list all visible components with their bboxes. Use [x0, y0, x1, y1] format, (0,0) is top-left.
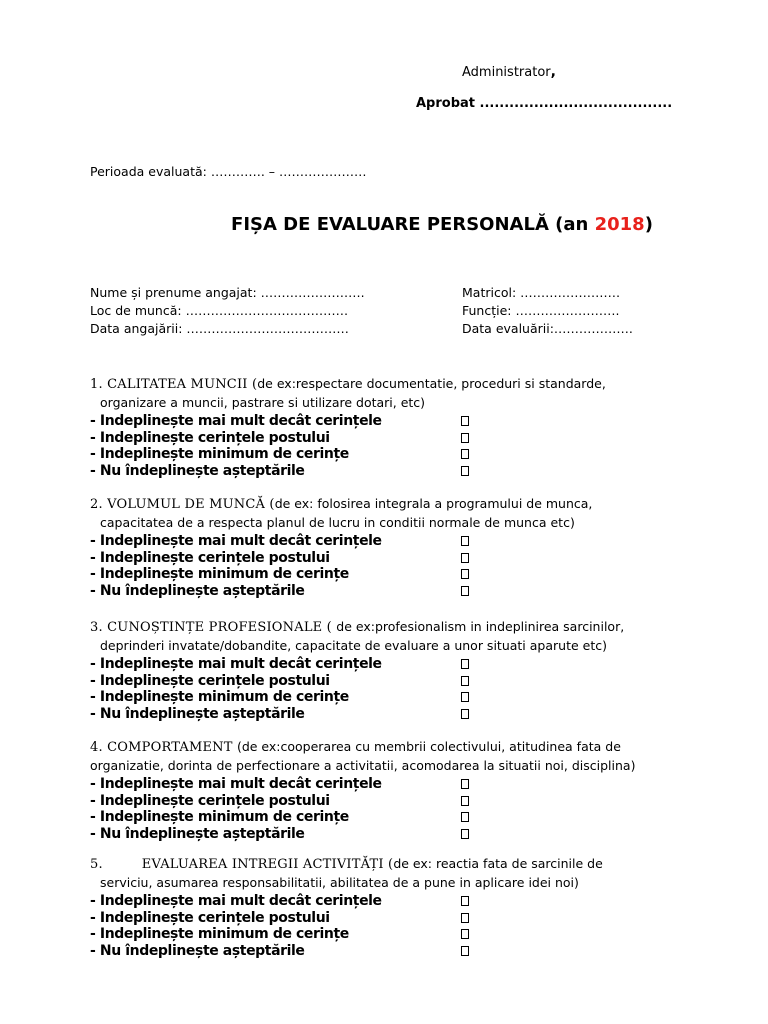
section-work-quality: [90, 375, 714, 479]
option-meets: - Indeplinește cerințele postului: [90, 673, 714, 690]
checkbox[interactable]: [461, 779, 469, 789]
section-heading: 3. CUNOȘTINȚE PROFESIONALE ( de ex:profesionalism in indeplinirea sarcinilor, deprinderi invatate/dobandite, capacitate de evaluare a unor situati aparute etc): [90, 619, 625, 653]
function-field: Funcție: …………………….: [462, 303, 620, 318]
checkbox[interactable]: [461, 659, 469, 669]
section-heading: 1. CALITATEA MUNCII (de ex:respectare documentatie, proceduri si standarde, organizare a muncii, pastrare si utilizare dotari, etc): [90, 376, 606, 410]
option-exceeds: - Indeplinește mai mult decât cerințele: [90, 413, 714, 430]
option-below: - Nu îndeplinește așteptările: [90, 463, 714, 480]
option-minimum: - Indeplinește minimum de cerințe: [90, 566, 714, 583]
checkbox[interactable]: [461, 913, 469, 923]
option-meets: - Indeplinește cerințele postului: [90, 793, 714, 810]
option-minimum: - Indeplinește minimum de cerințe: [90, 689, 714, 706]
matricol-field: Matricol: ……………………: [462, 285, 621, 300]
evaluation-date-field: Data evaluării:……………….: [462, 321, 633, 336]
checkbox[interactable]: [461, 829, 469, 839]
approval-line: Aprobat .......................................: [416, 96, 673, 111]
workplace-field: Loc de muncă: …………………………………: [90, 303, 349, 318]
section-heading: 4. COMPORTAMENT (de ex:cooperarea cu membrii colectivului, atitudinea fata de organizatie, dorinta de perfectionare a activitatii, acomodarea la situatii noi, disciplina): [90, 739, 636, 773]
checkbox[interactable]: [461, 433, 469, 443]
page-title: FIȘA DE EVALUARE PERSONALĂ (an 2018): [231, 214, 653, 235]
option-below: - Nu îndeplinește așteptările: [90, 826, 714, 843]
checkbox[interactable]: [461, 586, 469, 596]
option-minimum: - Indeplinește minimum de cerințe: [90, 809, 714, 826]
checkbox[interactable]: [461, 569, 469, 579]
checkbox[interactable]: [461, 896, 469, 906]
checkbox[interactable]: [461, 449, 469, 459]
checkbox[interactable]: [461, 676, 469, 686]
checkbox[interactable]: [461, 946, 469, 956]
checkbox[interactable]: [461, 812, 469, 822]
employee-name-field: Nume și prenume angajat: …………………….: [90, 285, 365, 300]
section-professional-knowledge: [90, 618, 714, 722]
administrator-label: Administrator,: [462, 64, 556, 80]
title-year: 2018: [594, 214, 645, 235]
option-exceeds: - Indeplinește mai mult decât cerințele: [90, 656, 714, 673]
checkbox[interactable]: [461, 692, 469, 702]
checkbox[interactable]: [461, 466, 469, 476]
section-overall-evaluation: [90, 855, 714, 959]
option-exceeds: - Indeplinește mai mult decât cerințele: [90, 776, 714, 793]
option-minimum: - Indeplinește minimum de cerințe: [90, 446, 714, 463]
section-behaviour: [90, 738, 714, 842]
option-meets: - Indeplinește cerințele postului: [90, 550, 714, 567]
hire-date-field: Data angajării: …………………………………: [90, 321, 349, 336]
section-heading: 2. VOLUMUL DE MUNCĂ (de ex: folosirea integrala a programului de munca, capacitatea de a respecta planul de lucru in conditii normale de munca etc): [90, 496, 593, 530]
option-minimum: - Indeplinește minimum de cerințe: [90, 926, 714, 943]
option-exceeds: - Indeplinește mai mult decât cerințele: [90, 893, 714, 910]
option-exceeds: - Indeplinește mai mult decât cerințele: [90, 533, 714, 550]
option-below: - Nu îndeplinește așteptările: [90, 583, 714, 600]
checkbox[interactable]: [461, 929, 469, 939]
checkbox[interactable]: [461, 553, 469, 563]
option-below: - Nu îndeplinește așteptările: [90, 706, 714, 723]
section-work-volume: [90, 495, 714, 599]
option-meets: - Indeplinește cerințele postului: [90, 430, 714, 447]
evaluation-period: Perioada evaluată: …………. – …………………: [90, 164, 367, 179]
option-below: - Nu îndeplinește așteptările: [90, 943, 714, 960]
checkbox[interactable]: [461, 796, 469, 806]
checkbox[interactable]: [461, 416, 469, 426]
checkbox[interactable]: [461, 709, 469, 719]
section-heading: 5. EVALUAREA INTREGII ACTIVITĂȚI (de ex: reactia fata de sarcinile de serviciu, asumarea responsabilitatii, abilitatea de a pune in aplicare idei noi): [90, 856, 603, 890]
option-meets: - Indeplinește cerințele postului: [90, 910, 714, 927]
checkbox[interactable]: [461, 536, 469, 546]
